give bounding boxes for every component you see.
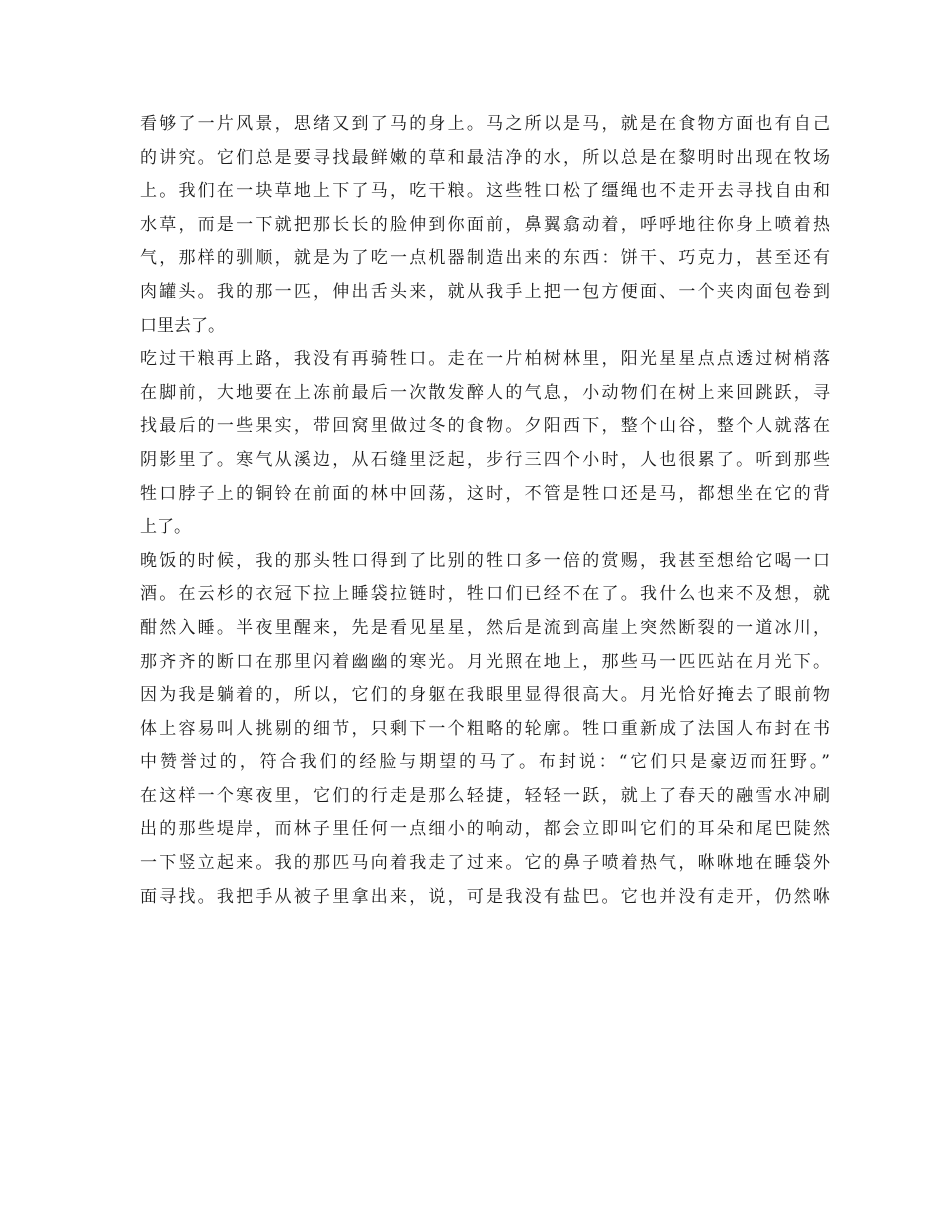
text-line: 水草，而是一下就把那长长的脸伸到你面前，鼻翼翕动着，呼呼地往你身上喷着热: [140, 214, 830, 235]
text-line: 面寻找。我把手从被子里拿出来，说，可是我没有盐巴。它也并没有走开，仍然咻: [140, 886, 830, 907]
text-line: 一下竖立起来。我的那匹马向着我走了过来。它的鼻子喷着热气，咻咻地在睡袋外: [140, 853, 830, 874]
text-line: 气，那样的驯顺，就是为了吃一点机器制造出来的东西：饼干、巧克力，甚至还有: [140, 248, 830, 269]
text-line: 口里去了。: [140, 315, 225, 336]
text-line: 的讲究。它们总是要寻找最鲜嫩的草和最洁净的水，所以总是在黎明时出现在牧场: [140, 147, 830, 168]
text-line: 体上容易叫人挑剔的细节，只剩下一个粗略的轮廓。牲口重新成了法国人布封在书: [140, 718, 830, 739]
text-line: 看够了一片风景，思绪又到了马的身上。马之所以是马，就是在食物方面也有自己: [140, 114, 830, 134]
text-line: 酒。在云杉的衣冠下拉上睡袋拉链时，牲口们已经不在了。我什么也来不及想，就: [140, 584, 830, 605]
text-line: 牲口脖子上的铜铃在前面的林中回荡，这时，不管是牲口还是马，都想坐在它的背: [140, 483, 830, 504]
text-line: 肉罐头。我的那一匹，伸出舌头来，就从我手上把一包方便面、一个夹肉面包卷到: [140, 281, 830, 302]
paragraph-2: [140, 343, 830, 545]
text-line: 那齐齐的断口在那里闪着幽幽的寒光。月光照在地上，那些马一匹匹站在月光下。: [140, 651, 830, 672]
text-line: 阴影里了。寒气从溪边，从石缝里泛起，步行三四个小时，人也很累了。听到那些: [140, 449, 830, 470]
text-line: 找最后的一些果实，带回窝里做过冬的食物。夕阳西下，整个山谷，整个人就落在: [140, 416, 830, 437]
text-line: 晚饭的时候，我的那头牲口得到了比别的牲口多一倍的赏赐，我甚至想给它喝一口: [140, 550, 830, 571]
text-line: 中赞誉过的，符合我们的经脸与期望的马了。布封说：“它们只是豪迈而狂野。”: [140, 752, 830, 773]
text-line: 因为我是躺着的，所以，它们的身躯在我眼里显得很高大。月光恰好掩去了眼前物: [140, 685, 830, 706]
text-line: 酣然入睡。半夜里醒来，先是看见星星，然后是流到高崖上突然断裂的一道冰川，: [140, 617, 830, 638]
body-text: [140, 108, 830, 914]
text-line: 吃过干粮再上路，我没有再骑牲口。走在一片柏树林里，阳光星星点点透过树梢落: [140, 349, 830, 370]
text-line: 在脚前，大地要在上冻前最后一次散发醉人的气息，小动物们在树上来回跳跃，寻: [140, 382, 830, 403]
paragraph-1: [140, 108, 830, 343]
text-line: 上。我们在一块草地上下了马，吃干粮。这些牲口松了缰绳也不走开去寻找自由和: [140, 181, 830, 202]
text-line: 在这样一个寒夜里，它们的行走是那么轻捷，轻轻一跃，就上了春天的融雪水冲刷: [140, 785, 830, 806]
paragraph-3: [140, 545, 830, 915]
text-line: 出的那些堤岸，而林子里任何一点细小的响动，都会立即叫它们的耳朵和尾巴陡然: [140, 819, 830, 840]
text-line: 上了。: [140, 517, 191, 538]
